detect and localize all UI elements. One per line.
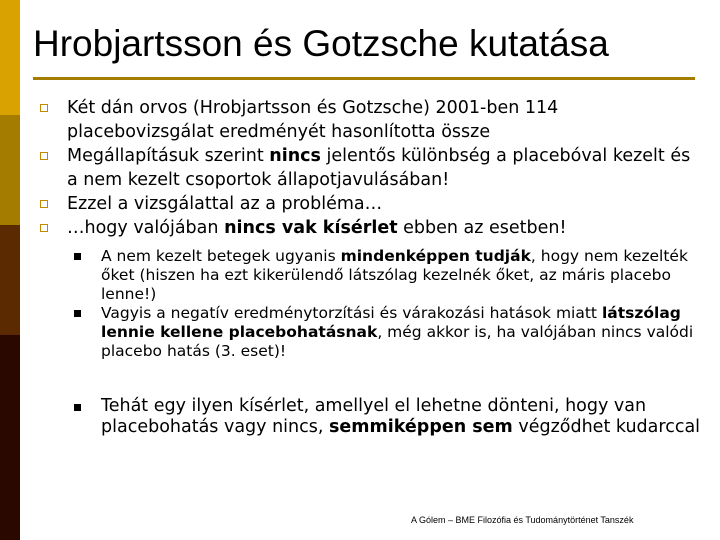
square-bullet-icon (40, 152, 48, 160)
sub-bullet-item: Vagyis a negatív eredménytorzítási és várakozási hatások miatt látszólag lennie kellene placebohatásnak, még akkor is, ha valójában nincs valódi placebo hatás (3. eset)! (74, 304, 714, 361)
square-bullet-icon (40, 224, 48, 232)
bullet-item: Ezzel a vizsgálattal az a probléma… (40, 192, 705, 216)
filled-square-bullet-icon (74, 310, 81, 317)
main-bullet-list (40, 96, 705, 240)
filled-square-bullet-icon (74, 404, 81, 411)
sub-bullet-item: A nem kezelt betegek ugyanis mindenképpen tudják, hogy nem kezelték őket (hiszen ha ezt kikerülendő látszólag kezelnék őket, az máris placebo lenne!) (74, 247, 714, 304)
title-underline (33, 77, 695, 80)
conclusion-list (74, 396, 714, 438)
bullet-item: …hogy valójában nincs vak kísérlet ebben az esetben! (40, 216, 705, 240)
sidebar-decoration (0, 0, 20, 540)
slide-footer: A Gólem – BME Filozófia és Tudománytörténet Tanszék (411, 515, 634, 525)
square-bullet-icon (40, 104, 48, 112)
bullet-item: Megállapításuk szerint nincs jelentős különbség a placebóval kezelt és a nem kezelt csoportok állapotjavulásában! (40, 144, 705, 192)
sub-bullet-list (74, 247, 714, 361)
filled-square-bullet-icon (74, 253, 81, 260)
sidebar-segment-2 (0, 115, 20, 225)
slide-title: Hrobjartsson és Gotzsche kutatása (33, 23, 609, 64)
bullet-item: Két dán orvos (Hrobjartsson és Gotzsche) 2001-ben 114 placebovizsgálat eredményét hasonlította össze (40, 96, 705, 144)
conclusion-item: Tehát egy ilyen kísérlet, amellyel el lehetne dönteni, hogy van placebohatás vagy nincs, semmiképpen sem végződhet kudarccal (74, 396, 714, 438)
sidebar-segment-1 (0, 0, 20, 115)
sidebar-segment-3 (0, 225, 20, 335)
square-bullet-icon (40, 200, 48, 208)
sidebar-segment-4 (0, 335, 20, 540)
